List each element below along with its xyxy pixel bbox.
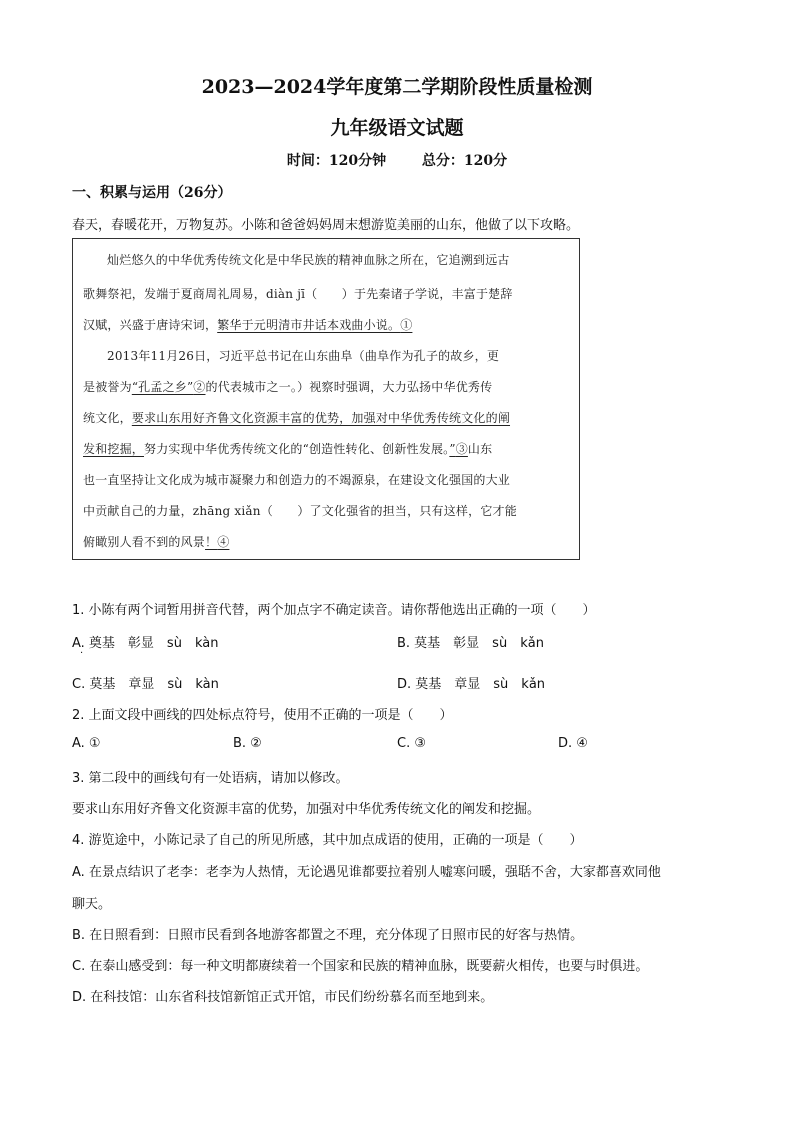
underlined-sentence: 发和挖掘， <box>83 442 145 456</box>
passage-line <box>83 378 492 395</box>
passage-text: 统文化， <box>83 411 132 425</box>
underlined-text: ” <box>449 442 456 456</box>
exam-time-score <box>0 150 794 170</box>
question-1-option-a[interactable]: A. 奠基 彰显 sù kàn <box>72 636 219 651</box>
mark-2: ② <box>193 380 206 394</box>
question-1-stem: 1. 小陈有两个词暂用拼音代替，两个加点字不确定读音。请你帮他选出正确的一项（ ） <box>72 603 596 618</box>
passage-line: 2013年11月26日，习近平总书记在山东曲阜（曲阜作为孔子的故乡，更 <box>107 349 500 363</box>
passage-line <box>83 533 229 550</box>
question-2-stem: 2. 上面文段中画线的四处标点符号，使用不正确的一项是（ ） <box>72 708 453 723</box>
dot-mark: · <box>80 648 84 659</box>
question-4-option-b[interactable]: B. 在日照看到：日照市民看到各地游客都置之不理，充分体现了日照市民的好客与热情。 <box>72 928 584 943</box>
question-1-option-c[interactable]: C. 莫基 章显 sù kàn <box>72 677 219 692</box>
question-2-option-b[interactable]: B. ② <box>233 736 262 751</box>
question-3-sentence: 要求山东用好齐鲁文化资源丰富的优势，加强对中华优秀传统文化的阐发和挖掘。 <box>72 802 541 817</box>
passage-line: 歌舞祭祀，发端于夏商周礼周易，diàn jī（ ）于先秦诸子学说，丰富于楚辞 <box>83 287 513 301</box>
underlined-text: “孔孟之乡” <box>131 380 194 394</box>
section-intro: 春天，春暖花开，万物复苏。小陈和爸爸妈妈周末想游览美丽的山东，他做了以下攻略。 <box>72 218 580 233</box>
question-4-option-d[interactable]: D. 在科技馆：山东省科技馆新馆正式开馆，市民们纷纷慕名而至地到来。 <box>72 990 494 1005</box>
question-2-option-d[interactable]: D. ④ <box>558 736 588 751</box>
exam-subtitle: 九年级语文试题 <box>330 117 464 139</box>
question-2-option-c[interactable]: C. ③ <box>397 736 426 751</box>
passage-line: 中贡献自己的力量，zhāng xiǎn（ ）了文化强省的担当，只有这样，它才能 <box>83 504 517 518</box>
passage-text: 努力实现中华优秀传统文化的“创造性转化、创新性发展。 <box>144 442 450 456</box>
passage-text: 汉赋，兴盛于唐诗宋词， <box>83 318 218 332</box>
underlined-text: ！ <box>205 535 218 549</box>
passage-text: 的代表城市之一。）视察时强调，大力弘扬中华优秀传 <box>205 380 493 394</box>
exam-time: 时间：120分钟 <box>286 153 387 169</box>
question-4-option-c[interactable]: C. 在泰山感受到：每一种文明都赓续着一个国家和民族的精神血脉，既要薪火相传，也要与时俱进。 <box>72 959 649 974</box>
mark-3: ③ <box>455 442 468 456</box>
passage-text: 山东 <box>467 442 493 456</box>
passage-line: 也一直坚持让文化成为城市凝聚力和创造力的不竭源泉，在建设文化强国的大业 <box>83 473 511 487</box>
exam-title: 2023—2024学年度第二学期阶段性质量检测 <box>201 76 593 98</box>
question-4-option-a-cont: 聊天。 <box>72 897 112 912</box>
question-4-option-a[interactable]: A. 在景点结识了老李：老李为人热情，无论遇见谁都要拉着别人嘘寒问暖，强聒不舍，大家都喜欢同他 <box>72 865 661 880</box>
question-3-stem: 3. 第二段中的画线句有一处语病，请加以修改。 <box>72 771 349 786</box>
question-4-stem: 4. 游览途中，小陈记录了自己的所见所感，其中加点成语的使用，正确的一项是（ ） <box>72 833 583 848</box>
passage-line <box>83 316 412 333</box>
passage-line: 灿烂悠久的中华优秀传统文化是中华民族的精神血脉之所在，它追溯到远古 <box>107 253 510 267</box>
question-1-option-b[interactable]: B. 莫基 彰显 sù kǎn <box>397 636 544 651</box>
passage-box <box>72 238 580 560</box>
passage-text: 俯瞰别人看不到的风景 <box>83 535 206 549</box>
section-heading: 一、积累与运用（26分） <box>72 185 232 201</box>
passage-text: 是被誉为 <box>83 380 132 394</box>
question-2-option-a[interactable]: A. ① <box>72 736 101 751</box>
underlined-text: 繁华于元明清市井话本戏曲小说。 <box>217 318 401 332</box>
passage-line <box>83 409 510 426</box>
underlined-sentence: 要求山东用好齐鲁文化资源丰富的优势，加强对中华优秀传统文化的阐 <box>131 411 511 425</box>
passage-line <box>83 440 492 457</box>
exam-total-score: 总分：120分 <box>421 153 508 169</box>
mark-4: ④ <box>217 535 230 549</box>
mark-1: ① <box>400 318 413 332</box>
question-1-option-d[interactable]: D. 莫基 章显 sù kǎn <box>397 677 546 692</box>
